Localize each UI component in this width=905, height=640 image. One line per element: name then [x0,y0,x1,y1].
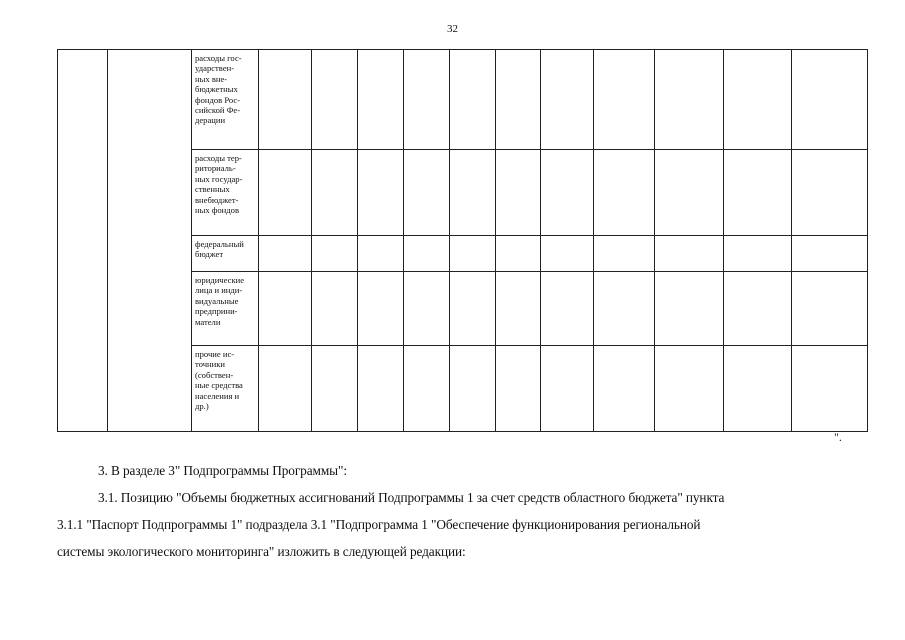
table-cell-empty [312,236,358,272]
table-cell-empty [312,50,358,150]
table-cell-empty [541,50,594,150]
table-cell-number [58,50,108,432]
table-cell-empty [496,50,541,150]
table-cell-name [108,50,192,432]
table-cell-empty [496,346,541,432]
table-cell-empty [450,150,496,236]
table-cell-empty [259,272,312,346]
table-cell-empty [541,236,594,272]
table-cell-empty [655,150,724,236]
table-cell-empty [594,236,655,272]
table-row [58,50,868,150]
table-cell-empty [541,272,594,346]
page-number: 32 [447,23,458,35]
table-cell-empty [312,272,358,346]
table-cell-empty [792,272,868,346]
table-cell-empty [655,50,724,150]
table-cell-empty [792,150,868,236]
paragraph-section-3: 3. В разделе 3" Подпрограммы Программы": [98,463,347,478]
table-cell-empty [594,150,655,236]
paragraph-3-1-line-2: 3.1.1 "Паспорт Подпрограммы 1" подраздела 3.1 "Подпрограмма 1 "Обеспечение функционирования региональной [57,517,701,532]
table-cell-empty [792,236,868,272]
table-cell-empty [259,236,312,272]
table-cell-empty [312,150,358,236]
table-cell-empty [404,236,450,272]
table-cell-empty [655,236,724,272]
table-cell-empty [724,150,792,236]
table-cell-empty [404,272,450,346]
table-cell-empty [450,50,496,150]
table-cell-source: расходы гос- ударствен- ных вне- бюджетных фондов Рос- сийской Фе- дерации [192,50,259,150]
table-cell-empty [358,50,404,150]
table-cell-empty [724,236,792,272]
table-cell-empty [259,150,312,236]
table-cell-empty [259,346,312,432]
table-cell-empty [655,346,724,432]
table-cell-empty [792,346,868,432]
closing-quote: ". [834,430,842,444]
table-cell-empty [541,150,594,236]
paragraph-3-1-line-1: 3.1. Позицию "Объемы бюджетных ассигнований Подпрограммы 1 за счет средств областного бюджета" пункта [98,490,725,505]
table-cell-empty [450,346,496,432]
table-cell-empty [655,272,724,346]
budget-table [57,49,868,432]
table-cell-empty [358,236,404,272]
table-cell-empty [496,150,541,236]
table-cell-empty [724,272,792,346]
table-cell-empty [358,346,404,432]
table-cell-empty [594,346,655,432]
table-cell-empty [594,50,655,150]
table-cell-empty [541,346,594,432]
table-cell-empty [724,346,792,432]
table-cell-empty [594,272,655,346]
table-cell-source: расходы тер- риториаль- ных государ- ственных внебюджет- ных фондов [192,150,259,236]
table-cell-empty [450,272,496,346]
table-cell-source: прочие ис- точники (собствен- ные средства населения и др.) [192,346,259,432]
table-cell-empty [724,50,792,150]
table-cell-empty [496,272,541,346]
table-cell-empty [404,150,450,236]
table-cell-empty [404,50,450,150]
table-cell-source: юридические лица и инди- видуальные предприни- матели [192,272,259,346]
table-cell-empty [259,50,312,150]
table-cell-empty [496,236,541,272]
table-cell-empty [358,272,404,346]
table-cell-empty [450,236,496,272]
table-cell-empty [358,150,404,236]
table-cell-source: федеральный бюджет [192,236,259,272]
table-cell-empty [312,346,358,432]
paragraph-3-1-line-3: системы экологического мониторинга" изложить в следующей редакции: [57,544,466,559]
table-cell-empty [792,50,868,150]
table-cell-empty [404,346,450,432]
